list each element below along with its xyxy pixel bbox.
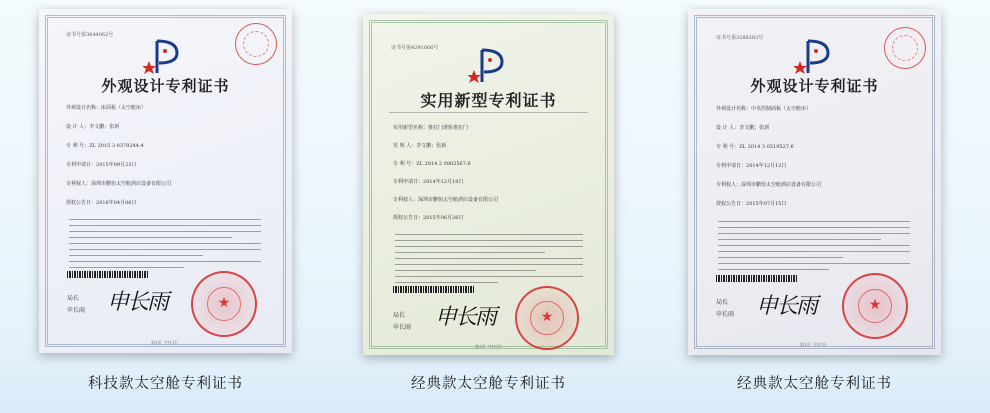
- page-number: 第1页（共1页）: [151, 340, 181, 345]
- star-icon: ★: [540, 309, 554, 326]
- certificate-title: 外观设计专利证书: [750, 77, 879, 95]
- field-patentee: 专利权人：深圳市鹏恒太空舱酒店设备有限公司: [393, 197, 499, 203]
- certificate-title: 外观设计专利证书: [101, 77, 230, 95]
- certificate-2: [363, 14, 614, 355]
- field-patentee: 专利权人：深圳市鹏恒太空舱酒店设备有限公司: [66, 181, 172, 187]
- director-signature: 申长雨: [756, 294, 817, 319]
- barcode: [393, 286, 475, 293]
- field-utility-name: 实用新型名称：推拉门滑轨推拉门: [393, 125, 469, 131]
- field-filing-date: 专利申请日：2014年12月12日: [716, 163, 787, 169]
- field-grant-date: 授权公告日：2015年06月26日: [393, 215, 464, 221]
- patent-office-logo-icon: [468, 46, 508, 86]
- certificate-number: 证书号第3288283号: [716, 35, 764, 41]
- certificate-body-text: [718, 221, 910, 275]
- star-icon: ★: [868, 297, 882, 314]
- director-signature: 申长雨: [107, 290, 168, 315]
- certificate-body-text: [69, 219, 261, 273]
- field-inventor: 发 明 人：李文鹏；张新: [393, 143, 447, 149]
- certificate-number: 证书号第4291066号: [391, 45, 439, 51]
- certificate-body-text: [395, 234, 583, 288]
- certificate-number: 证书号第3644062号: [66, 32, 114, 38]
- title-divider: [389, 112, 588, 113]
- director-label: 局长: [393, 312, 406, 319]
- patent-office-logo-icon: [143, 37, 183, 77]
- field-grant-date: 授权公告日：2016年04月06日: [66, 200, 137, 206]
- field-filing-date: 专利申请日：2015年09月23日: [66, 162, 137, 168]
- field-patent-no: 专 利 号：ZL 2014 3 0519527.6: [716, 144, 794, 150]
- caption-certificate-1: 科技款太空舱专利证书: [88, 376, 243, 392]
- page-number: 第1页（共1页）: [800, 342, 830, 347]
- director-label: 局长: [716, 299, 729, 306]
- director-label: 局长: [67, 295, 80, 302]
- field-designer: 设 计 人：李文鹏；张新: [716, 125, 770, 131]
- red-stamp: [235, 23, 277, 65]
- official-seal: [515, 286, 579, 350]
- barcode: [716, 275, 798, 282]
- caption-certificate-3: 经典款太空舱专利证书: [737, 376, 892, 392]
- barcode: [67, 271, 149, 278]
- certificate-3: [688, 9, 941, 355]
- field-design-name: 外观设计名称：中央控制面板（太空舱床）: [716, 106, 812, 112]
- official-seal: [842, 273, 908, 339]
- patent-office-logo-icon: [794, 37, 834, 77]
- field-designer: 设 计 人：李文鹏；张新: [66, 124, 120, 130]
- director-name: 申长雨: [716, 311, 735, 318]
- field-filing-date: 专利申请日：2014年12月18日: [393, 179, 464, 185]
- page-number: 第1页（共1页）: [475, 344, 505, 349]
- certificate-title: 实用新型专利证书: [420, 91, 557, 110]
- field-design-name: 外观设计名称：床面板（太空舱床）: [66, 105, 147, 111]
- field-patentee: 专利权人：深圳市鹏恒太空舱酒店设备有限公司: [716, 182, 822, 188]
- field-patent-no: 专 利 号：ZL 2015 3 0370244.4: [66, 143, 144, 149]
- director-name: 申长雨: [393, 324, 412, 331]
- director-signature: 申长雨: [435, 305, 496, 330]
- field-patent-no: 专 利 号：ZL 2014 2 0802567.6: [393, 161, 471, 167]
- field-grant-date: 授权公告日：2015年07月15日: [716, 201, 787, 207]
- star-icon: ★: [217, 295, 231, 312]
- director-name: 申长雨: [67, 307, 86, 314]
- certificate-1: [39, 9, 292, 353]
- official-seal: [191, 271, 257, 337]
- caption-certificate-2: 经典款太空舱专利证书: [411, 376, 566, 392]
- red-stamp: [884, 27, 926, 69]
